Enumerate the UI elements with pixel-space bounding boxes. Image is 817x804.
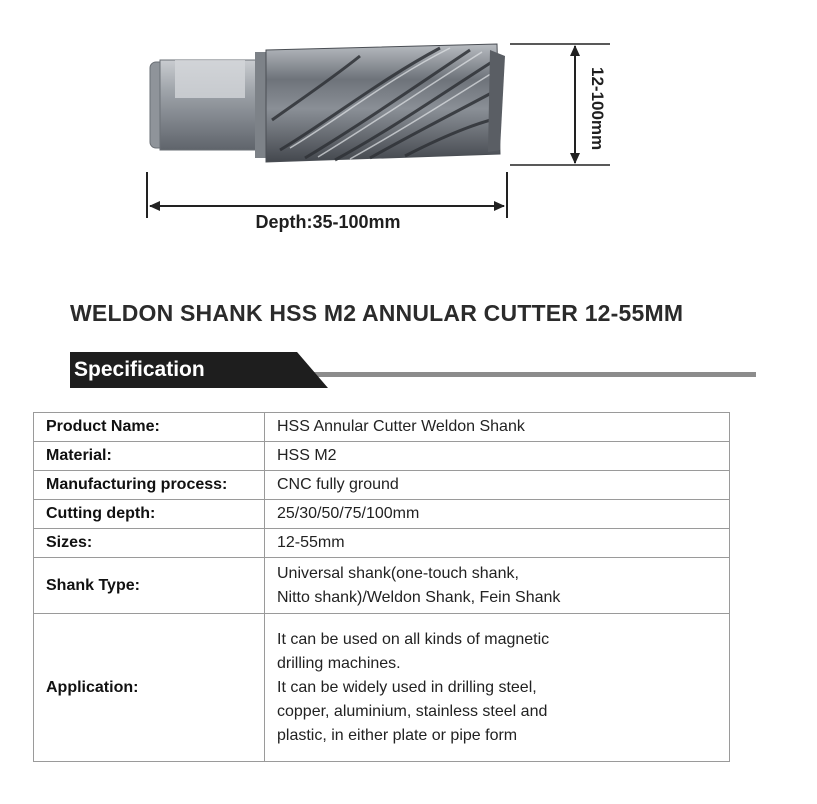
cutter-body [266, 44, 500, 162]
spec-value-line: It can be widely used in drilling steel, [277, 678, 537, 696]
spec-value-line: plastic, in either plate or pipe form [277, 726, 518, 744]
cutting-edge [488, 50, 505, 152]
spec-value [265, 413, 730, 442]
depth-dimension-label: Depth:35-100mm [255, 212, 401, 232]
spec-key: Sizes: [34, 529, 265, 558]
spec-row [34, 529, 730, 558]
spec-value-line: copper, aluminium, stainless steel and [277, 702, 548, 720]
spec-value [265, 471, 730, 500]
spec-value [265, 614, 730, 762]
spec-value-line: CNC fully ground [277, 476, 399, 493]
spec-row [34, 471, 730, 500]
spec-value [265, 442, 730, 471]
spec-value [265, 529, 730, 558]
spec-value-line: HSS Annular Cutter Weldon Shank [277, 418, 525, 435]
spec-value-line: HSS M2 [277, 447, 337, 464]
spec-value [265, 500, 730, 529]
product-illustration [0, 0, 817, 260]
spec-value-line: 12-55mm [277, 534, 345, 551]
spec-key: Material: [34, 442, 265, 471]
spec-value-line: 25/30/50/75/100mm [277, 505, 420, 522]
spec-row [34, 413, 730, 442]
banner-rule [310, 372, 756, 377]
diameter-dimension-label: 12-100mm [588, 67, 607, 151]
spec-row [34, 442, 730, 471]
spec-row [34, 558, 730, 614]
spec-value-line: drilling machines. [277, 654, 401, 672]
spec-value [265, 558, 730, 614]
spec-key: Manufacturing process: [34, 471, 265, 500]
specification-banner [70, 352, 760, 392]
product-title: WELDON SHANK HSS M2 ANNULAR CUTTER 12-55MM [70, 300, 684, 326]
spec-value-line: Universal shank(one-touch shank, [277, 564, 519, 582]
spec-value-line: It can be used on all kinds of magnetic [277, 630, 550, 648]
spec-key: Product Name: [34, 413, 265, 442]
spec-key: Application: [34, 614, 265, 762]
spec-row [34, 614, 730, 762]
weldon-flat [175, 60, 245, 98]
banner-label: Specification [74, 358, 205, 381]
spec-value-line: Nitto shank)/Weldon Shank, Fein Shank [277, 588, 561, 606]
spec-key: Cutting depth: [34, 500, 265, 529]
spec-key: Shank Type: [34, 558, 265, 614]
specification-table [33, 412, 730, 762]
spec-row [34, 500, 730, 529]
